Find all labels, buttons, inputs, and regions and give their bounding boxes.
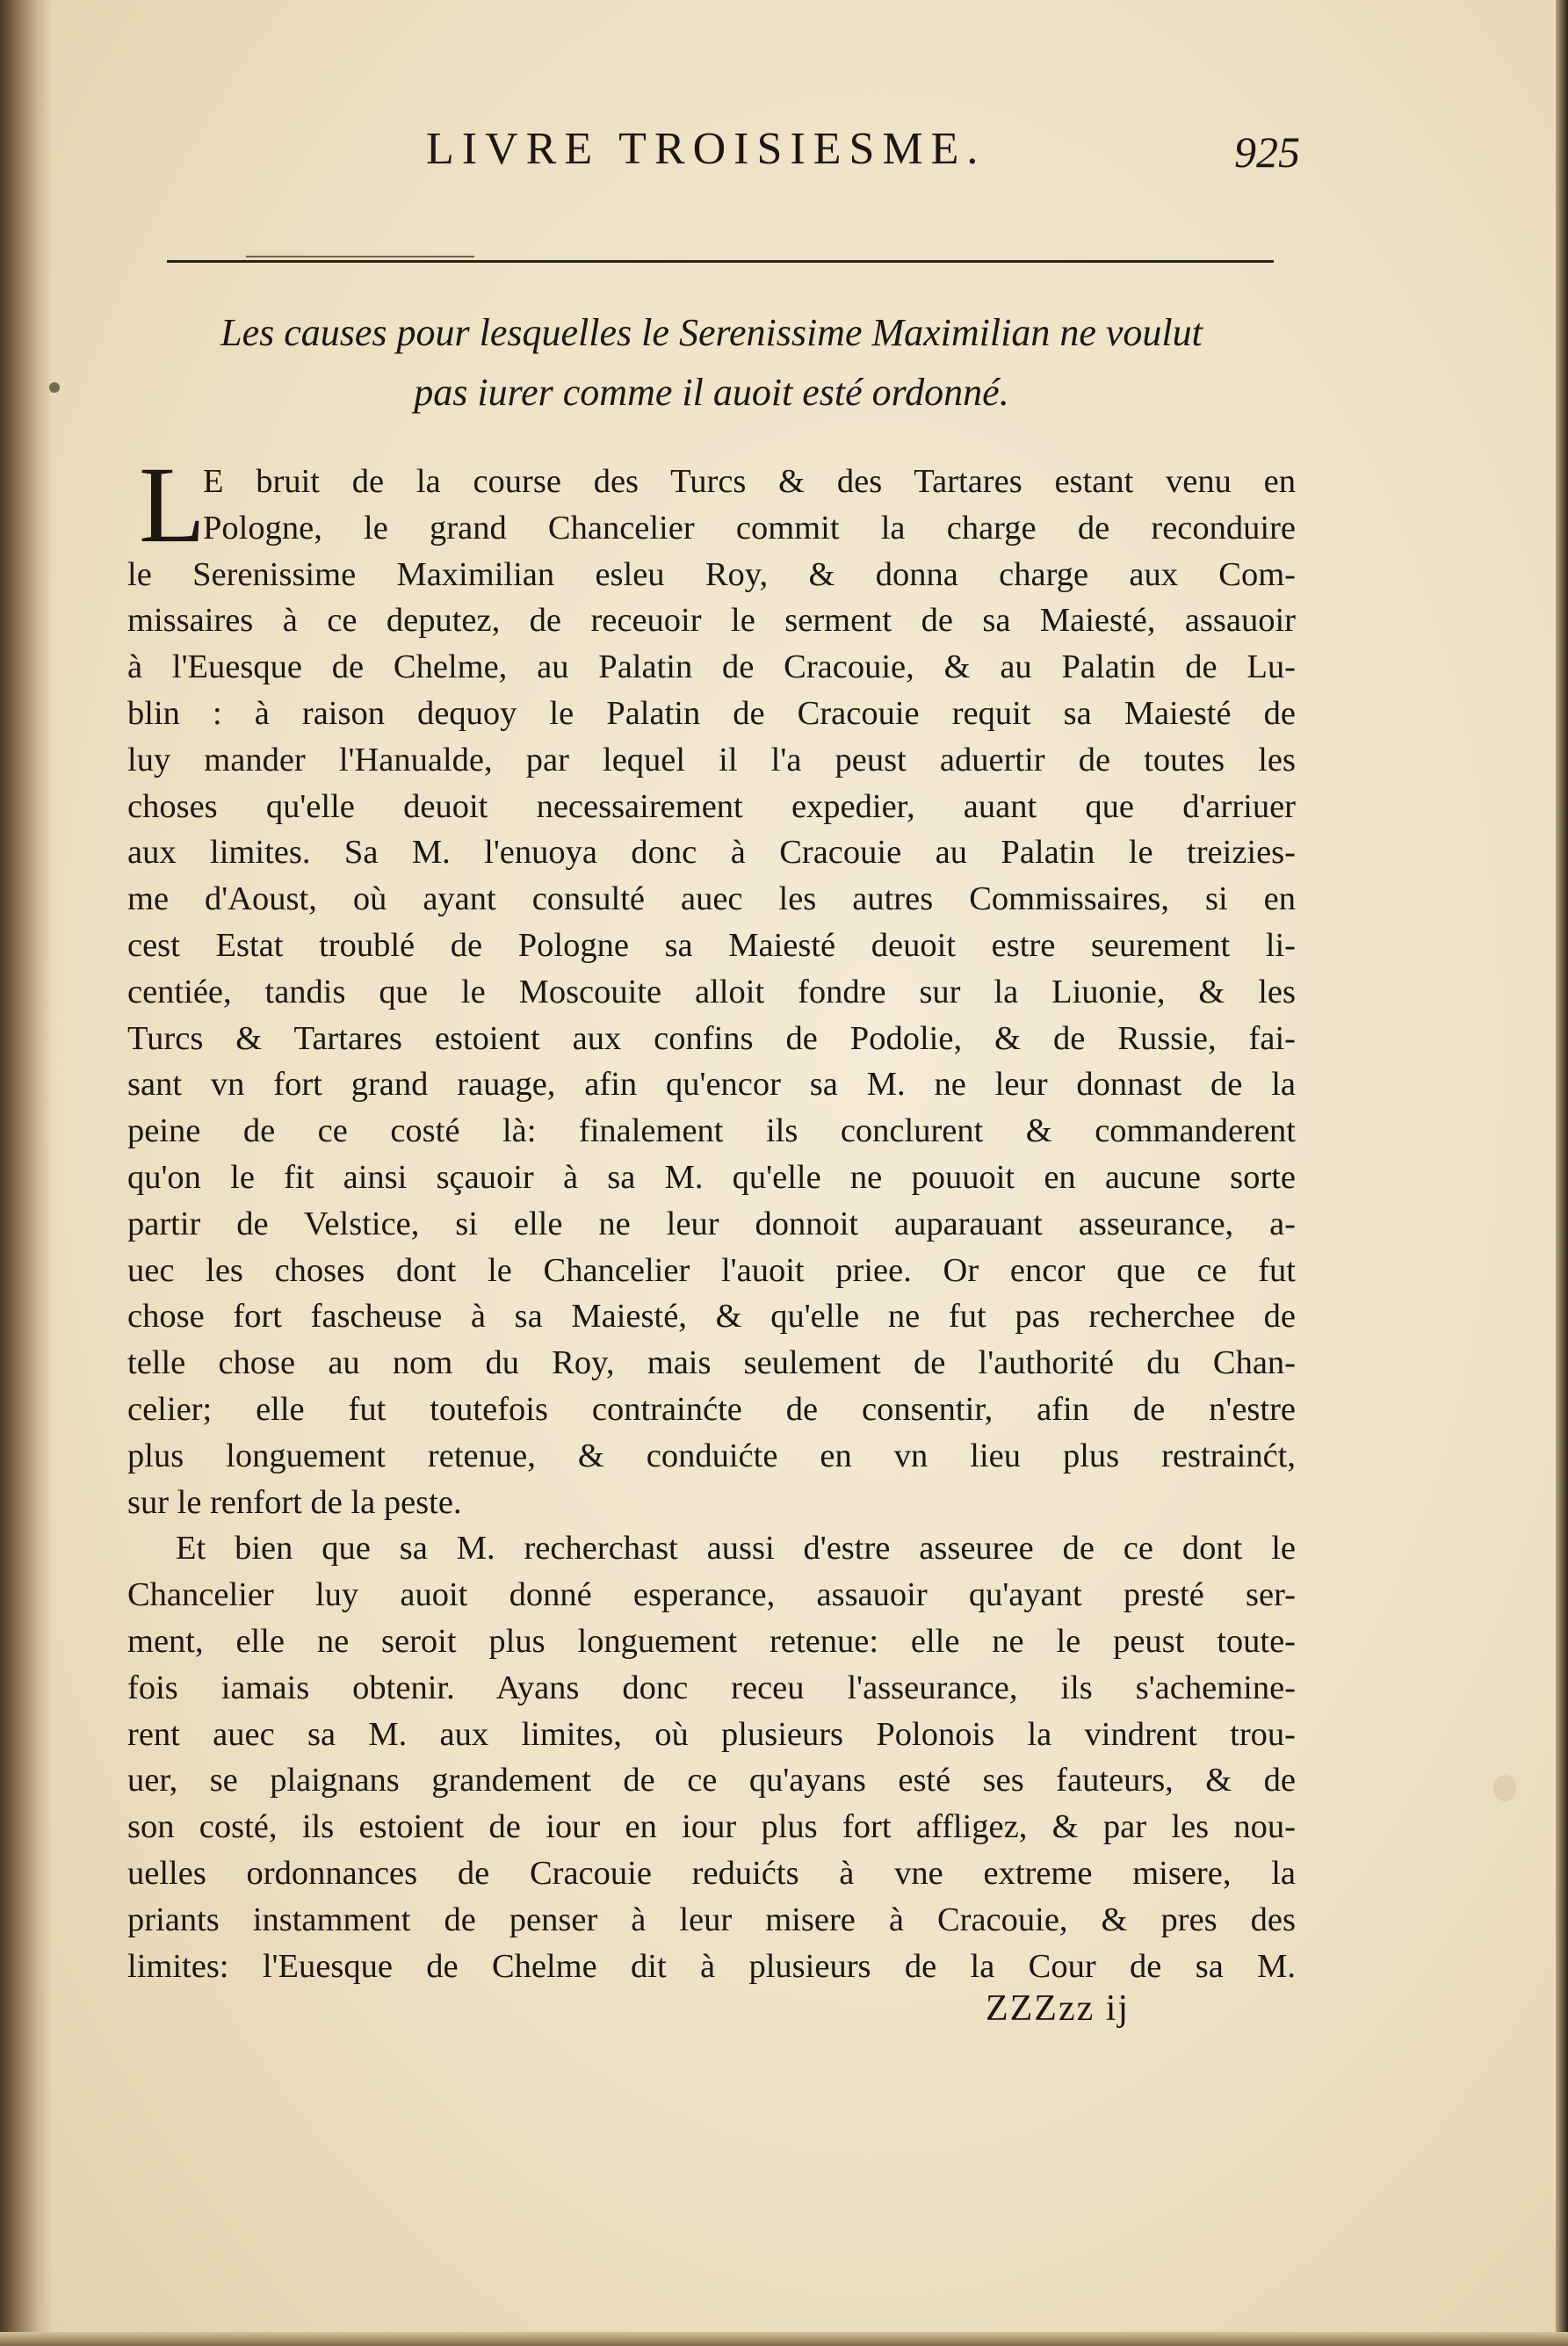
section-heading <box>123 303 1300 423</box>
page-right-edge <box>1556 0 1568 2346</box>
text-line: Turcs & Tartares estoient aux confins de Podolie, & de Russie, fai- <box>127 1019 1296 1057</box>
text-line: partir de Velstice, si elle ne leur donnoit auparauant asseurance, a- <box>127 1205 1296 1242</box>
text-line: rent auec sa M. aux limites, où plusieurs Polonois la vindrent trou- <box>127 1715 1296 1753</box>
binding-shadow <box>0 0 53 2346</box>
text-line: Et bien que sa M. recherchast aussi d'estre asseuree de ce dont le <box>176 1530 1296 1568</box>
text-line: missaires à ce deputez, de receuoir le serment de sa Maiesté, assauoir <box>127 602 1296 640</box>
text-line: uer, se plaignans grandement de ce qu'ayans esté ses fauteurs, & de <box>127 1762 1296 1799</box>
text-line: uelles ordonnances de Cracouie reduićts à vne extreme misere, la <box>127 1854 1296 1892</box>
text-line: Pologne, le grand Chancelier commit la charge de reconduire <box>203 509 1296 547</box>
text-line: plus longuement retenue, & conduićte en vn lieu plus restrainćt, <box>127 1437 1296 1474</box>
text-line: blin : à raison dequoy le Palatin de Cracouie requit sa Maiesté de <box>127 694 1296 732</box>
drop-cap: L <box>139 445 206 565</box>
header-rule-accent <box>246 256 474 257</box>
text-line: son costé, ils estoient de iour en iour plus fort affligez, & par les nou- <box>127 1808 1296 1846</box>
text-line: priants instamment de penser à leur misere à Cracouie, & pres des <box>127 1901 1296 1938</box>
text-line: E bruit de la course des Turcs & des Tartares estant venu en <box>203 463 1296 500</box>
text-line: sant vn fort grand rauage, afin qu'encor sa M. ne leur donnast de la <box>127 1066 1296 1104</box>
body-text <box>127 445 1296 1989</box>
running-title: LIVRE TROISIESME. <box>426 124 986 174</box>
text-line: telle chose au nom du Roy, mais seulement de l'authorité du Chan- <box>127 1344 1296 1382</box>
text-line: qu'on le fit ainsi sçauoir à sa M. qu'elle ne pouuoit en aucune sorte <box>127 1158 1296 1196</box>
text-line: fois iamais obtenir. Ayans donc receu l'asseurance, ils s'achemine- <box>127 1669 1296 1706</box>
text-line: peine de ce costé là: finalement ils conclurent & commanderent <box>127 1112 1296 1150</box>
text-line: choses qu'elle deuoit necessairement expedier, auant que d'arriuer <box>127 787 1296 825</box>
text-line: luy mander l'Hanualde, par lequel il l'a peust aduertir de toutes les <box>127 741 1296 778</box>
signature-mark: ZZZzz ij <box>986 1988 1131 2029</box>
text-line: celier; elle fut toutefois contrainćte de consentir, afin de n'estre <box>127 1390 1296 1428</box>
header-rule <box>167 260 1274 263</box>
text-line: à l'Euesque de Chelme, au Palatin de Cracouie, & au Palatin de Lu- <box>127 648 1296 686</box>
text-line: me d'Aoust, où ayant consulté auec les autres Commissaires, si en <box>127 880 1296 918</box>
section-heading-line-1: Les causes pour lesquelles le Serenissime Maximilian ne voulut <box>220 311 1203 354</box>
text-line: limites: l'Euesque de Chelme dit à plusieurs de la Cour de sa M. <box>127 1947 1296 1985</box>
text-line: Chancelier luy auoit donné esperance, assauoir qu'ayant presté ser- <box>127 1576 1296 1614</box>
page-bottom-edge <box>0 2332 1568 2346</box>
page-number: 925 <box>1234 127 1300 177</box>
text-line: uec les choses dont le Chancelier l'auoit priee. Or encor que ce fut <box>127 1251 1296 1289</box>
margin-dot <box>49 382 60 393</box>
text-line: sur le renfort de la peste. <box>127 1483 462 1521</box>
text-line: cest Estat troublé de Pologne sa Maiesté deuoit estre seurement li- <box>127 926 1296 964</box>
text-line: chose fort fascheuse à sa Maiesté, & qu'elle ne fut pas recherchee de <box>127 1298 1296 1336</box>
ink-smudge <box>1493 1775 1516 1801</box>
text-line: centiée, tandis que le Moscouite alloit fondre sur la Liuonie, & les <box>127 973 1296 1010</box>
text-line: le Serenissime Maximilian esleu Roy, & donna charge aux Com- <box>127 555 1296 593</box>
text-line: ment, elle ne seroit plus longuement retenue: elle ne le peust toute- <box>127 1622 1296 1660</box>
running-head <box>167 114 1309 185</box>
text-line: aux limites. Sa M. l'enuoya donc à Cracouie au Palatin le treizies- <box>127 834 1296 872</box>
section-heading-line-2: pas iurer comme il auoit esté ordonné. <box>414 371 1009 414</box>
